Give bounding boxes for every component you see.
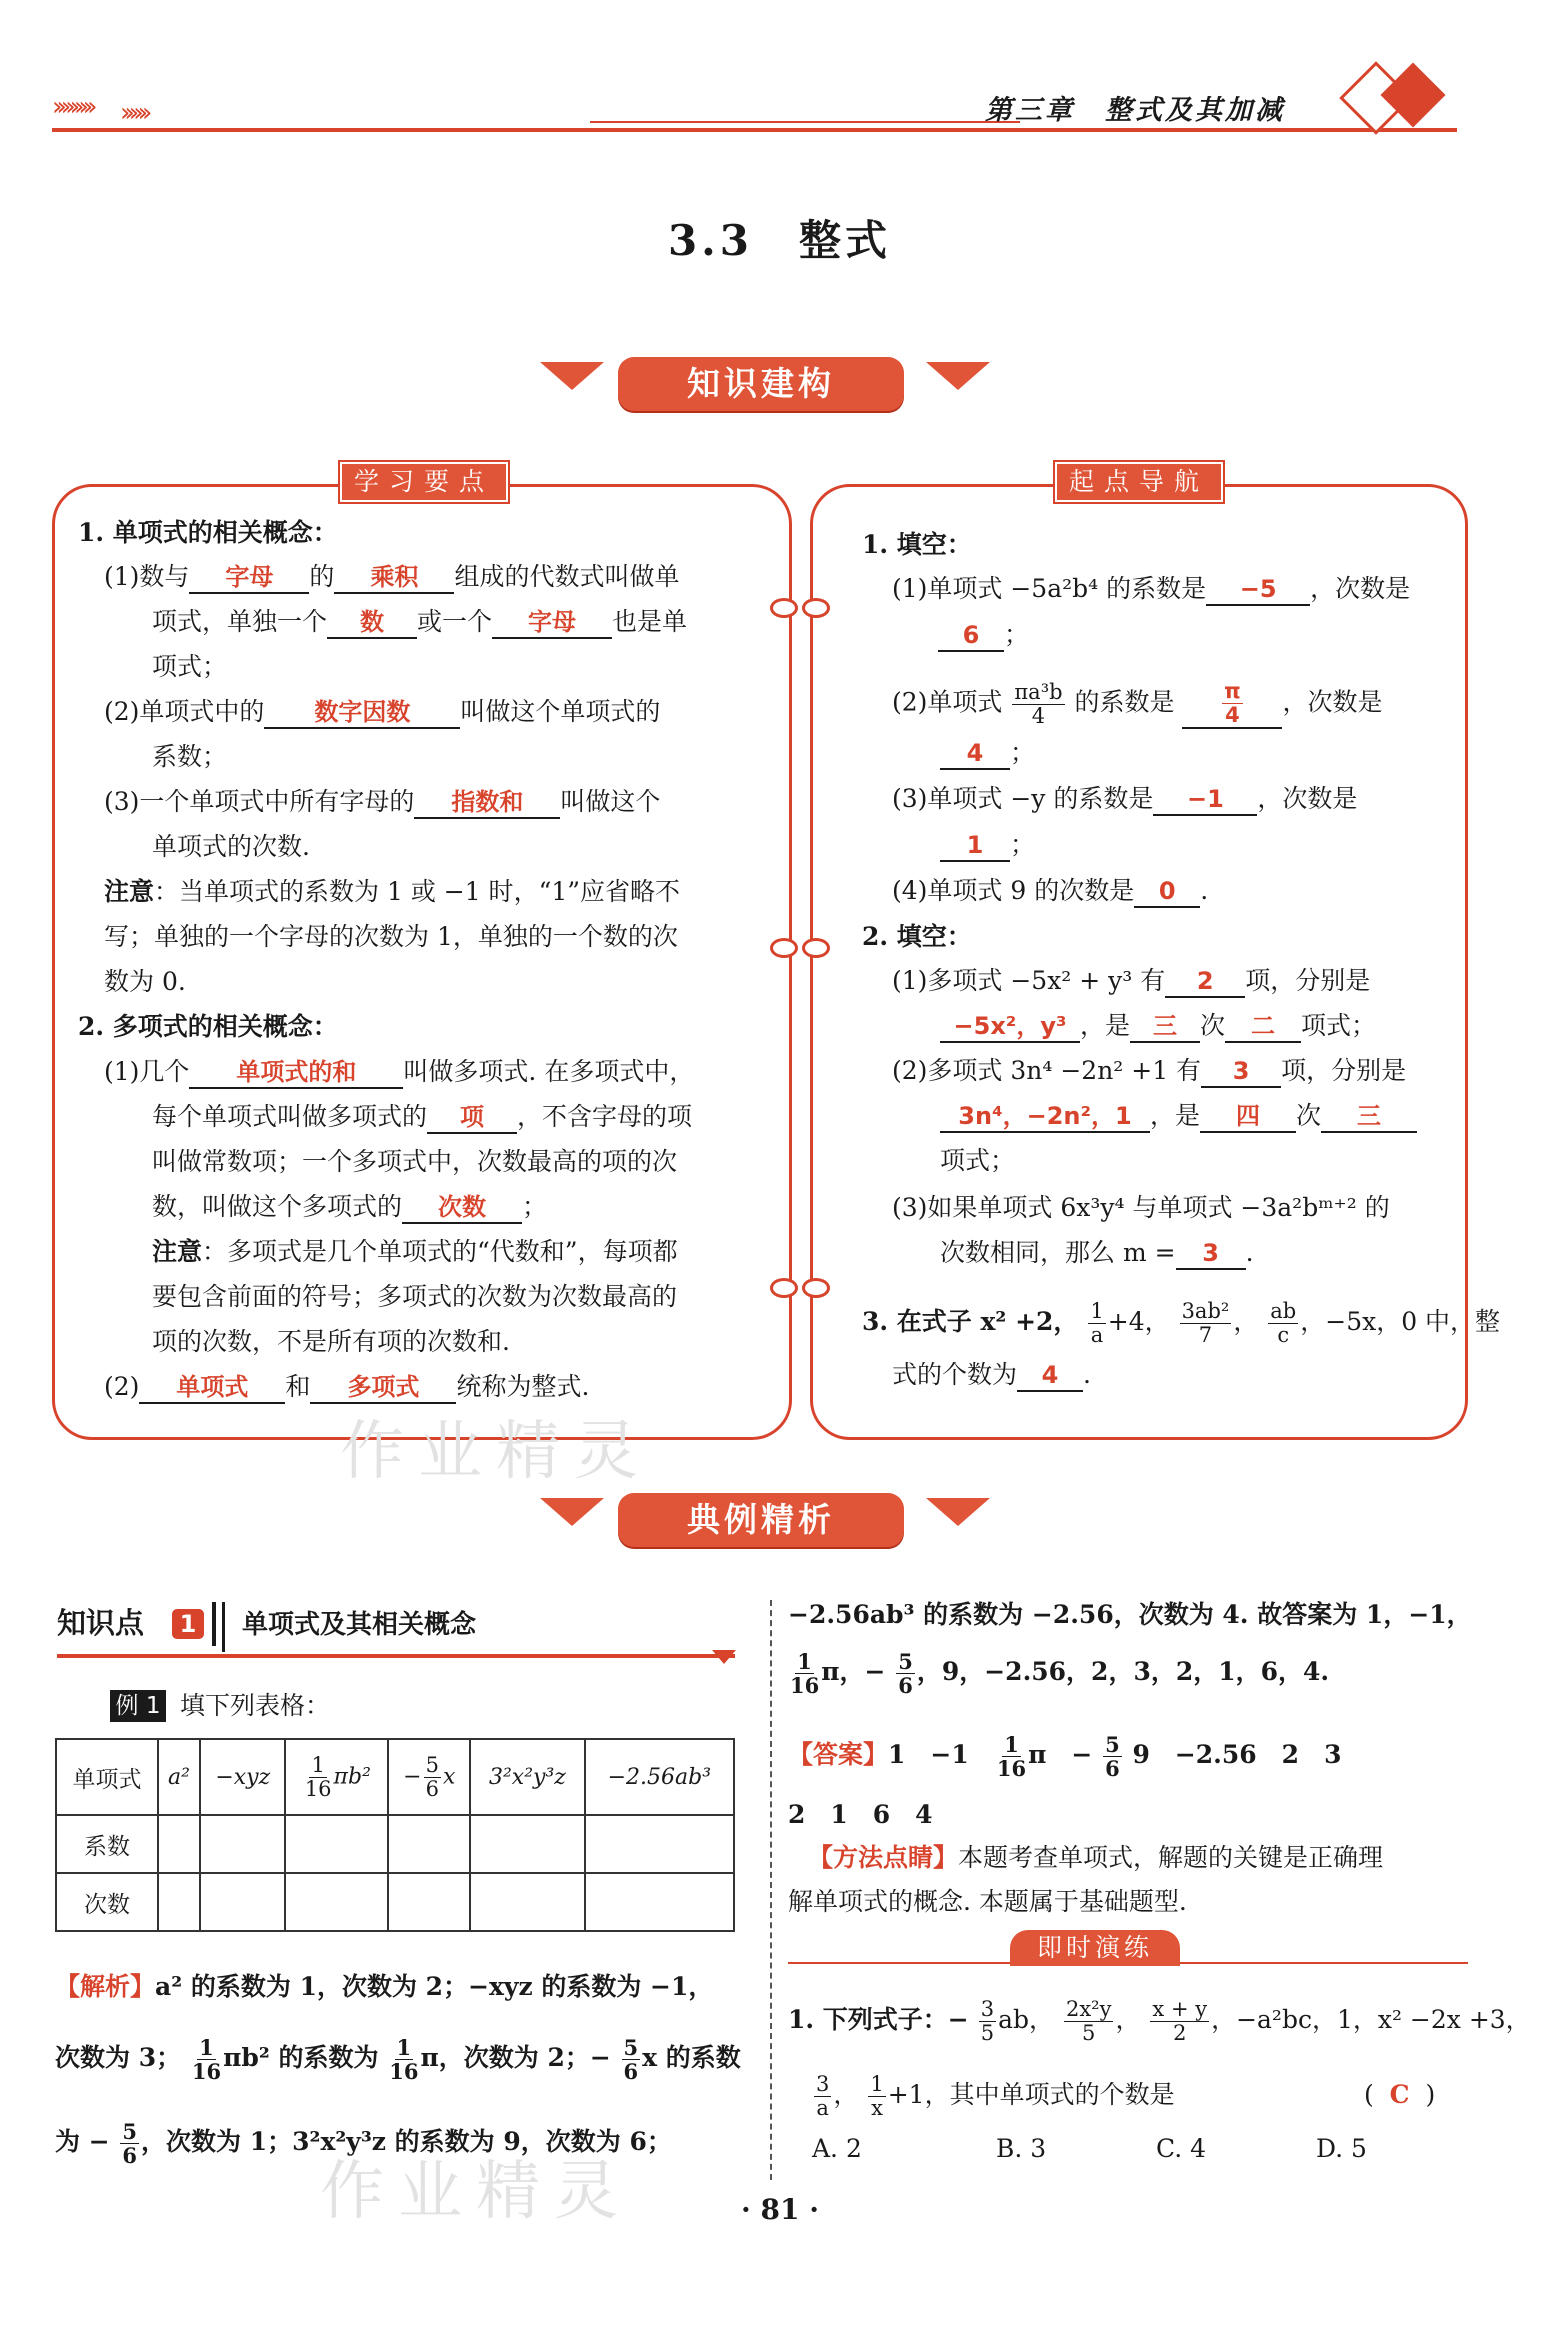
s2-p2-line: (2) 单项式 和 多项式 统称为整式. — [104, 1372, 589, 1404]
analysis-label: 【解析】 — [55, 1972, 156, 2001]
page-number: · 81 · — [741, 2193, 819, 2226]
example-table — [55, 1738, 735, 1932]
s1-p3-line2: 单项式的次数. — [152, 832, 310, 861]
s2-title: 2. 多项式的相关概念： — [78, 1012, 338, 1041]
practice-q1-answer: ( C ) — [1364, 2080, 1436, 2109]
s1-title: 1. 单项式的相关概念： — [78, 518, 338, 547]
fraction: $\frac{\text{πa³b}}{4}$ — [1014, 679, 1063, 728]
answer-label: 【答案】 — [788, 1740, 889, 1769]
analysis-line2: 次数为 3； $\frac{1}{16}$ πb² 的系数为 $\frac{1}{16}$ π，次数为 2；− $\frac{5}{6}$ x 的系数 — [55, 2035, 741, 2084]
binder-ring — [802, 1278, 830, 1298]
q1-1-line2: 6 ； — [938, 620, 1029, 652]
answer-line1: 【答案】1 −1 $\frac{1}{16}$ π − $\frac{5}{6}$ 9 −2.56 2 3 — [788, 1732, 1342, 1781]
q1-3-line1: (3)单项式 −y 的系数是 −1 ，次数是 — [892, 784, 1357, 816]
table-cell — [285, 1873, 388, 1931]
fraction: $\frac{\text{3ab²}}{7}$ — [1181, 1299, 1230, 1347]
answer-blank: 四 — [1200, 1101, 1296, 1133]
answer-blank: 字母 — [492, 607, 612, 639]
kp-underline — [57, 1654, 735, 1658]
table-cell — [200, 1815, 285, 1873]
example-tag: 例 1 — [110, 1690, 166, 1722]
fraction: $\frac{1}{16}$ — [191, 2035, 222, 2084]
note2-line2: 要包含前面的符号；多项式的次数为次数最高的 — [152, 1282, 678, 1311]
answer-blank: 1 — [940, 830, 1010, 862]
answer-blank: 单项式 — [139, 1372, 285, 1404]
fraction: $\frac{5}{6}$ — [122, 2119, 137, 2168]
table-cell — [200, 1873, 285, 1931]
s1-p1-line3: 项式； — [152, 652, 228, 681]
table-cell — [158, 1815, 200, 1873]
answer-blank: 4 — [1017, 1360, 1083, 1392]
watermark: 作业精灵 — [340, 1415, 652, 1489]
q2-3-line1: (3)如果单项式 6x³y⁴ 与单项式 −3a²bᵐ⁺² 的 — [892, 1193, 1390, 1222]
s1-p1-line2: 项式，单独一个 数 或一个 字母 也是单 — [152, 607, 687, 639]
header-rule — [52, 128, 1457, 132]
banner-arrow-right — [926, 362, 990, 390]
note1-line2: 写；单独的一个字母的次数为 1，单独的一个数的次 — [104, 922, 678, 951]
fraction: $\frac{3}{5}$ — [980, 1997, 995, 2045]
s1-p1-line1: (1)数与 字母 的 乘积 组成的代数式叫做单 — [104, 562, 679, 594]
note1-line3: 数为 0. — [104, 967, 186, 996]
answer-blank: 多项式 — [310, 1372, 456, 1404]
answer-blank: 次数 — [402, 1192, 522, 1224]
option-a: A. 2 — [812, 2134, 862, 2163]
q2-3-line2: 次数相同，那么 m = 3 . — [940, 1238, 1254, 1270]
starting-nav-box — [810, 484, 1468, 1440]
starting-nav-label: 起点导航 — [1055, 462, 1223, 502]
analysis-cont-2: $\frac{1}{16}$ π，− $\frac{5}{6}$ ，9，−2.56，2，3，2，1，6，4. — [790, 1649, 1330, 1698]
table-cell — [470, 1815, 584, 1873]
answer-blank: 6 — [938, 620, 1004, 652]
column-divider — [770, 1600, 774, 2180]
table-row-label: 次数 — [56, 1873, 158, 1931]
table-cell — [388, 1873, 470, 1931]
table-header: $\frac{1}{16}$ πb² — [285, 1739, 388, 1815]
answer-blank: 单项式的和 — [189, 1057, 403, 1089]
table-header: − $\frac{5}{6}$ x — [388, 1739, 470, 1815]
s1-p3-line1: (3)一个单项式中所有字母的 指数和 叫做这个 — [104, 787, 660, 819]
table-cell — [585, 1815, 734, 1873]
divider — [222, 1602, 225, 1652]
answer-blank: 4 — [940, 738, 1010, 770]
practice-q1-line2: $\frac{3}{a}$ ， $\frac{1}{x}$ +1，其中单项式的个数是 — [816, 2072, 1175, 2120]
practice-label: 即时演练 — [1010, 1930, 1180, 1966]
table-cell — [470, 1873, 584, 1931]
banner-arrow-left — [540, 362, 604, 390]
option-c: C. 4 — [1156, 2134, 1207, 2163]
table-cell — [158, 1873, 200, 1931]
fraction: $\frac{1}{16}$ — [790, 1649, 820, 1698]
s2-p1-line1: (1)几个 单项式的和 叫做多项式. 在多项式中， — [104, 1057, 694, 1089]
header-rule-thin — [590, 121, 1020, 123]
q1-3-line2: 1 ； — [940, 830, 1035, 862]
q2-1-line1: (1)多项式 −5x² + y³ 有 2 项，分别是 — [892, 966, 1370, 998]
table-row-label: 系数 — [56, 1815, 158, 1873]
q1-1-line1: (1)单项式 −5a²b⁴ 的系数是 −5 ，次数是 — [892, 574, 1410, 606]
table-header: −2.56ab³ — [585, 1739, 734, 1815]
option-d: D. 5 — [1316, 2134, 1367, 2163]
answer-blank: 乘积 — [334, 562, 454, 594]
page-title: 3.3 整式 — [667, 216, 892, 265]
knowledge-point-title: 单项式及其相关概念 — [242, 1610, 477, 1640]
kp-underline-tip — [712, 1650, 736, 1664]
divider — [212, 1602, 216, 1646]
answer-blank: 2 — [1165, 966, 1245, 998]
fraction: $\frac{x + y}{2}$ — [1152, 1997, 1208, 2045]
practice-q1-line1: 1. 下列式子：− $\frac{3}{5}$ ab， $\frac{\text{2x²y}}{5}$ ， $\frac{x + y}{2}$ ，−a²bc，1，x² −2x +3， — [788, 1997, 1531, 2045]
s1-p2-line1: (2)单项式中的 数字因数 叫做这个单项式的 — [104, 697, 660, 729]
analysis-cont-1: −2.56ab³ 的系数为 −2.56，次数为 4. 故答案为 1，−1， — [788, 1600, 1472, 1629]
fraction: $\frac{1}{16}$ — [389, 2035, 419, 2084]
q2-2-line1: (2)多项式 3n⁴ −2n² +1 有 3 项，分别是 — [892, 1056, 1406, 1088]
table-header: a² — [158, 1739, 200, 1815]
chapter-title: 第三章 整式及其加减 — [985, 95, 1285, 126]
q3-line2: 式的个数为 4 . — [892, 1360, 1091, 1392]
answer-line2: 2 1 6 4 — [788, 1800, 933, 1829]
answer-blank: 3n⁴，−2n²，1 — [940, 1101, 1150, 1133]
answer-blank: 指数和 — [414, 787, 560, 819]
key-points-label: 学习要点 — [340, 462, 508, 502]
banner-knowledge: 知识建构 — [618, 357, 904, 411]
analysis-line3: 为 − $\frac{5}{6}$ ，次数为 1；3²x²y³z 的系数为 9，次数为 6； — [55, 2119, 672, 2168]
q3-line1: 3. 在式子 x² +2， $\frac{1}{a}$ +4， $\frac{\text{3ab²}}{7}$ ， $\frac{ab}{c}$ ，−5x，0 中，整 — [862, 1299, 1501, 1347]
header-chevrons: ››››››››› — [52, 92, 92, 122]
binder-ring — [802, 938, 830, 958]
answer-blank: 项 — [427, 1102, 517, 1134]
binder-ring — [770, 598, 798, 618]
q1-2-line1: (2)单项式 $\frac{\text{πa³b}}{4}$ 的系数是 $\frac{\pi}{4}$ ，次数是 — [892, 679, 1383, 728]
q1-4-line: (4)单项式 9 的次数是 0 . — [892, 876, 1208, 908]
table-header: −xyz — [200, 1739, 285, 1815]
method-line1: 【方法点睛】本题考查单项式，解题的关键是正确理 — [808, 1843, 1384, 1872]
option-b: B. 3 — [996, 2134, 1047, 2163]
answer-blank: −5x²，y³ — [940, 1011, 1080, 1043]
fraction: $\frac{5}{6}$ — [898, 1649, 913, 1698]
answer-blank: 3 — [1201, 1056, 1281, 1088]
fraction: $\frac{1}{a}$ — [1090, 1299, 1104, 1347]
answer-blank: 字母 — [189, 562, 309, 594]
answer-blank: −1 — [1153, 784, 1257, 816]
fraction: $\frac{3}{a}$ — [816, 2072, 830, 2120]
answer-blank: 数 — [327, 607, 417, 639]
q2-title: 2. 填空： — [862, 922, 972, 951]
knowledge-point-number: 1 — [172, 1609, 204, 1639]
fraction: $\frac{1}{16}$ — [996, 1732, 1027, 1781]
analysis-line1: 【解析】a² 的系数为 1，次数为 2；−xyz 的系数为 −1， — [55, 1972, 714, 2001]
fraction: $\frac{5}{6}$ — [1105, 1732, 1120, 1781]
table-cell — [285, 1815, 388, 1873]
answer-blank: 三 — [1321, 1101, 1417, 1133]
s2-p1-line4: 数，叫做这个多项式的 次数 ； — [152, 1192, 547, 1224]
binder-ring — [770, 938, 798, 958]
answer-blank: 二 — [1225, 1011, 1301, 1043]
fraction: $\frac{5}{6}$ — [623, 2035, 639, 2084]
note2-line3: 项的次数，不是所有项的次数和. — [152, 1327, 510, 1356]
method-line2: 解单项式的概念. 本题属于基础题型. — [788, 1887, 1187, 1916]
banner-arrow-left — [540, 1498, 604, 1526]
q1-2-line2: 4 ； — [940, 738, 1035, 770]
s2-p1-line3: 叫做常数项；一个多项式中，次数最高的项的次 — [152, 1147, 678, 1176]
answer-blank: 数字因数 — [264, 697, 460, 729]
fraction: $\frac{ab}{c}$ — [1270, 1299, 1297, 1347]
table-header: 3²x²y³z — [470, 1739, 584, 1815]
banner-examples: 典例精析 — [618, 1493, 904, 1547]
fraction: $\frac{1}{x}$ — [870, 2072, 884, 2120]
q2-1-line2: −5x²，y³ ，是 三 次 二 项式； — [940, 1011, 1376, 1043]
example-prompt: 填下列表格： — [180, 1691, 331, 1720]
binder-ring — [802, 598, 830, 618]
table-cell — [585, 1873, 734, 1931]
answer-blank: 3 — [1176, 1238, 1246, 1270]
answer-blank: −5 — [1206, 574, 1310, 606]
watermark: 作业精灵 — [320, 2155, 632, 2229]
knowledge-point-label: 知识点 — [57, 1606, 145, 1640]
header-chevrons-2: ›››››› — [120, 98, 147, 128]
banner-arrow-right — [926, 1498, 990, 1526]
q2-2-line2: 3n⁴，−2n²，1 ，是 四 次 三 — [940, 1101, 1417, 1133]
note1-line1: 注意：当单项式的系数为 1 或 −1 时，“1”应省略不 — [104, 877, 681, 906]
table-header: 单项式 — [56, 1739, 158, 1815]
table-cell — [388, 1815, 470, 1873]
note2-line1: 注意：多项式是几个单项式的“代数和”，每项都 — [152, 1237, 678, 1266]
fraction: $\frac{\text{2x²y}}{5}$ — [1065, 1997, 1112, 2045]
s2-p1-line2: 每个单项式叫做多项式的 项 ，不含字母的项 — [152, 1102, 692, 1134]
method-label: 【方法点睛】 — [808, 1843, 959, 1872]
binder-ring — [770, 1278, 798, 1298]
s1-p2-line2: 系数； — [152, 742, 228, 771]
answer-blank: $\frac{\pi}{4}$ — [1182, 680, 1282, 729]
answer-blank: 0 — [1134, 876, 1200, 908]
q1-title: 1. 填空： — [862, 530, 972, 559]
q2-2-line3: 项式； — [940, 1146, 1016, 1175]
answer-blank: 三 — [1130, 1011, 1200, 1043]
